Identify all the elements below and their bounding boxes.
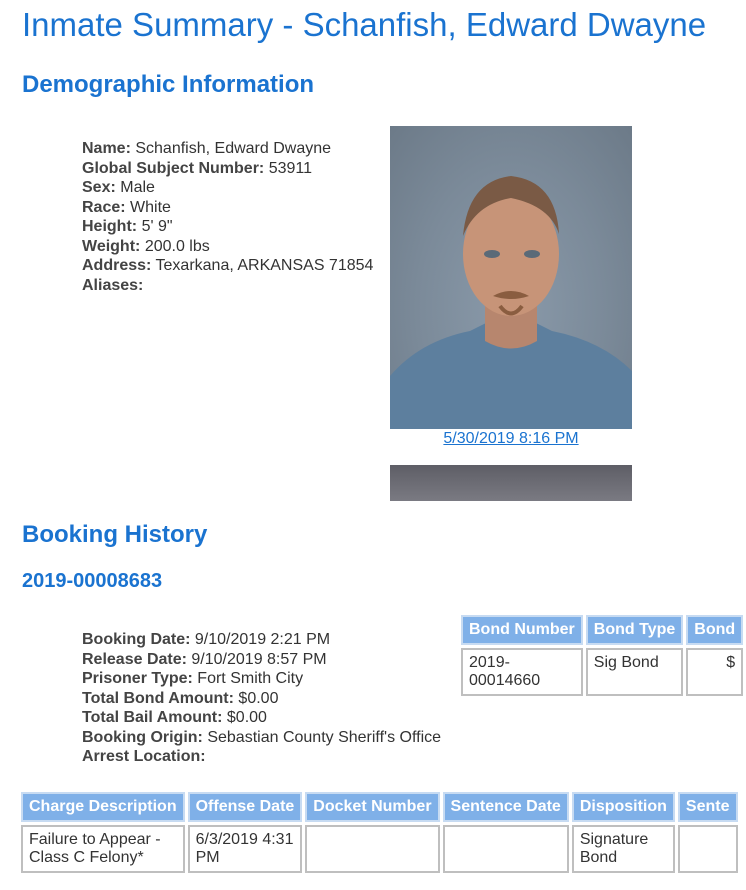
prisoner-type-value: Fort Smith City [197,670,304,687]
weight-row: Weight: 200.0 lbs [82,237,210,255]
demographic-info [82,139,373,295]
mugshot-photo[interactable] [390,126,632,429]
charge-description-cell: Failure to Appear - Class C Felony* [21,825,185,873]
sex-row: Sex: Male [82,179,155,196]
arrest-location-row: Arrest Location: [82,748,206,765]
booking-date-row: Booking Date: 9/10/2019 2:21 PM [82,631,331,648]
charge-table [18,789,741,876]
second-photo[interactable] [390,465,632,501]
charge-table-clip [18,789,730,879]
sentence-date-header: Sentence Date [443,792,569,822]
height-value: 5' 9" [141,218,173,235]
bond-table-clip [458,612,736,689]
photo-date-link[interactable]: 5/30/2019 8:16 PM [443,430,579,447]
bond-type-cell: Sig Bond [586,648,683,696]
sex-value: Male [120,179,155,196]
name-row: Name: Schanfish, Edward Dwayne [82,140,332,157]
bond-amount-cell: $ [686,648,743,696]
prisoner-type-row: Prisoner Type: Fort Smith City [82,670,304,687]
offense-date-header: Offense Date [188,792,303,822]
docket-number-header: Docket Number [305,792,439,822]
table-row [461,648,743,696]
total-bond-row: Total Bond Amount: $0.00 [82,689,279,707]
booking-origin-value: Sebastian County Sheriff's Office [207,728,442,746]
disposition-cell: Signature Bond [572,825,675,873]
charge-table-header [21,792,738,822]
total-bail-value: $0.00 [226,709,267,726]
address-row: Address: Texarkana, ARKANSAS 71854 [82,257,374,274]
booking-id: 2019-00008683 [22,570,163,592]
race-value: White [130,198,171,216]
bond-number-header: Bond Number [461,615,583,645]
total-bond-value: $0.00 [238,689,279,707]
booking-info [82,630,441,767]
booking-history-heading: Booking History [22,521,208,548]
sentence-cell [678,825,738,873]
mugshot-image [390,126,632,429]
docket-number-cell [305,825,439,873]
bond-table-header [461,615,743,645]
subject-number-value: 53911 [268,159,313,177]
total-bail-row: Total Bail Amount: $0.00 [82,709,267,726]
subject-number-row: Global Subject Number: 53911 [82,159,313,177]
bond-number-cell: 2019-00014660 [461,648,583,696]
sentence-date-cell [443,825,569,873]
bond-type-header: Bond Type [586,615,683,645]
charge-description-header: Charge Description [21,792,185,822]
page-title: Inmate Summary - Schanfish, Edward Dwayne [22,6,707,43]
release-date-row: Release Date: 9/10/2019 8:57 PM [82,650,327,668]
bond-amount-header: Bond [686,615,743,645]
demographic-heading: Demographic Information [22,71,315,98]
name-value: Schanfish, Edward Dwayne [135,140,332,157]
weight-value: 200.0 lbs [144,237,210,255]
booking-origin-row: Booking Origin: Sebastian County Sheriff's Office [82,728,442,746]
aliases-row: Aliases: [82,276,144,294]
offense-date-cell: 6/3/2019 4:31 PM [188,825,303,873]
sentence-header: Sente [678,792,738,822]
disposition-header: Disposition [572,792,675,822]
booking-date-value: 9/10/2019 2:21 PM [194,631,331,648]
release-date-value: 9/10/2019 8:57 PM [191,650,327,668]
table-row [21,825,738,873]
race-row: Race: White [82,198,171,216]
bond-table [458,612,746,699]
address-value: Texarkana, ARKANSAS 71854 [155,257,374,274]
height-row: Height: 5' 9" [82,218,173,235]
